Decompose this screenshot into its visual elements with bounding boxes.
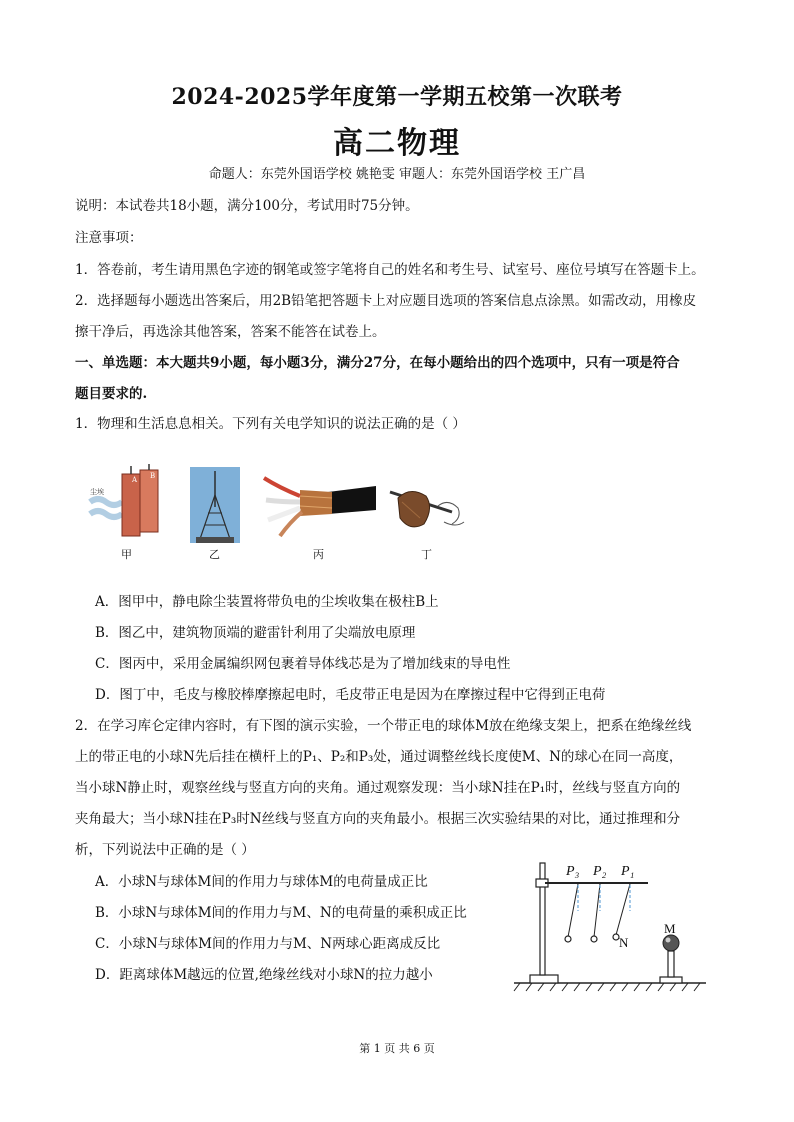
label-p3: P₃ [566,864,580,879]
q2-stem-line-4: 夹角最大；当小球N挂在P₃时N丝线与竖直方向的夹角最小。根据三次实验结果的对比，通过推理和分 [75,811,681,827]
note-1: 1．答卷前，考生请用黑色字迹的钢笔或签字笔将自己的姓名和考生号、试室号、座位号填写在答题卡上。 [75,262,705,278]
q2-option-b: B．小球N与球体M间的作用力与M、N的电荷量的乘积成正比 [95,905,467,921]
exam-title: 2024-2025学年度第一学期五校第一次联考 [171,84,623,110]
q2-option-a: A．小球N与球体M间的作用力与球体M的电荷量成正比 [95,874,428,890]
label-p1: P₁ [621,864,635,879]
q1-option-d: D．图丁中，毛皮与橡胶棒摩擦起电时，毛皮带正电是因为在摩擦过程中它得到正电荷 [95,687,606,703]
figure-jia [88,462,168,542]
q2-option-d: D．距离球体M越远的位置,绝缘丝线对小球N的拉力越小 [95,967,433,983]
label-m: M [664,921,676,936]
q1-stem: 1．物理和生活息息相关。下列有关电学知识的说法正确的是（ ） [75,416,466,432]
q2-stem-line-3: 当小球N静止时，观察丝线与竖直方向的夹角。通过观察发现：当小球N挂在P₁时，丝线与竖直方向的 [75,780,681,796]
figure-yi [190,467,240,543]
notes-heading: 注意事项： [75,230,143,246]
note-2-line-2: 擦干净后，再选涂其他答案，答案不能答在试卷上。 [75,324,386,340]
setter-line: 命题人：东莞外国语学校 姚艳雯 审题人：东莞外国语学校 王广昌 [208,167,586,182]
label-p2: P₂ [593,864,607,879]
dust-label: 尘埃 [90,488,104,496]
section-heading-line-1: 一、单选题：本大题共9小题，每小题3分，满分27分，在每小题给出的四个选项中，只有一项是符合 [75,355,680,371]
pole-a-label: A [132,476,138,484]
q1-option-b: B．图乙中，建筑物顶端的避雷针利用了尖端放电原理 [95,625,416,641]
section-heading-line-2: 题目要求的. [75,386,148,402]
q2-stem-line-2: 上的带正电的小球N先后挂在横杆上的P₁、P₂和P₃处，通过调整丝线长度使M、N的球心在同一高度， [75,749,683,765]
caption-yi: 乙 [209,548,220,561]
subject-title: 高二物理 [333,126,461,161]
pole-b-label: B [150,472,156,480]
q1-option-a: A．图甲中，静电除尘装置将带负电的尘埃收集在极柱B上 [95,594,439,610]
q2-stem-line-1: 2．在学习库仑定律内容时，有下图的演示实验，一个带正电的球体M放在绝缘支架上，把系在绝缘丝线 [75,718,692,734]
caption-bing: 丙 [313,548,324,561]
label-n: N [619,935,629,950]
figure-coulomb [510,855,710,995]
caption-jia: 甲 [121,548,132,561]
q2-stem-line-5: 析，下列说法中正确的是（ ） [75,842,255,858]
q1-option-c: C．图丙中，采用金属编织网包裹着导体线芯是为了增加线束的导电性 [95,656,511,672]
q2-option-c: C．小球N与球体M间的作用力与M、N两球心距离成反比 [95,936,441,952]
exam-intro: 说明：本试卷共18小题，满分100分，考试用时75分钟。 [75,198,419,214]
page-number: 第 1 页 共 6 页 [359,1042,435,1055]
note-2-line-1: 2．选择题每小题选出答案后，用2B铅笔把答题卡上对应题目选项的答案信息点涂黑。如需改动，用橡皮 [75,293,697,309]
figure-bing [260,470,380,540]
caption-ding: 丁 [421,548,432,561]
figure-ding [388,478,468,538]
